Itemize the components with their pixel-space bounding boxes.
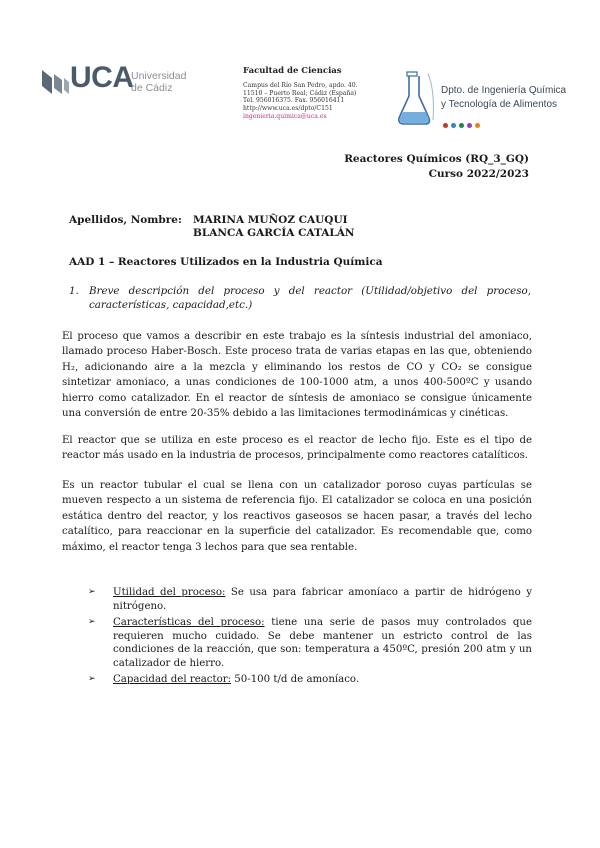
paragraph: El proceso que vamos a describir en este trabajo es la síntesis industrial del amoniaco, llamado proceso Haber-Bosch. Este proceso trata de varias etapas en las que, obteniendo H₂, adicionando aire a la mezcla y eliminando los restos de CO y CO₂ se consigue sintetizar amoniaco, a unas condiciones de 100-1000 atm, a unos 400-500ºC y usando hierro como catalizador. En el reactor de síntesis de amoniaco se consigue únicamente una conversión de entre 20-35% debido a las limitaciones termodinámicas y cinéticas.: [62, 331, 532, 420]
author-name: BLANCA GARCÍA CATALÁN: [193, 227, 355, 239]
assignment-title: AAD 1 – Reactores Utilizados en la Industria Química: [69, 256, 383, 268]
dept-dot-icon: [459, 123, 464, 128]
flask-logo-icon: [395, 70, 440, 130]
university-logo-text: UCA: [70, 61, 134, 94]
faculty-title: Facultad de Ciencias: [243, 66, 342, 76]
bullet-text: tiene una serie de pasos muy controlados que requieren mucho cuidado. Se debe mantener un estricto control de las condiciones de la reacción, que son: temperatura a 450ºC, presión 200 atm y un catalizador de hierro.: [113, 617, 532, 669]
dept-dot-icon: [475, 123, 480, 128]
bullet-item: [88, 586, 532, 613]
authors-names: [193, 214, 355, 240]
dept-dot-icon: [467, 123, 472, 128]
bullet-text: 50-100 t/d de amoníaco.: [231, 674, 360, 685]
dept-dot-icon: [443, 123, 448, 128]
question-number: 1.: [69, 285, 79, 297]
bullet-item: [88, 673, 532, 687]
authors-label: Apellidos, Nombre:: [69, 214, 182, 226]
paragraph: El reactor que se utiliza en este proceso es el reactor de lecho fijo. Este es el tipo de reactor más usado en la industria de procesos, principalmente como reactores catalíticos.: [62, 435, 532, 462]
dept-dot-icon: [451, 123, 456, 128]
university-name: Universidad de Cádiz: [131, 70, 187, 94]
course-subject: Reactores Químicos (RQ_3_GQ): [344, 153, 529, 165]
bullet-text: Se usa para fabricar amoníaco a partir de hidrógeno y nitrógeno.: [113, 587, 532, 612]
course-info: [344, 152, 529, 182]
uca-emblem-icon: [40, 64, 70, 98]
arrow-bullet-icon: ➢: [88, 587, 96, 597]
department-name: Dpto. de Ingeniería Química y Tecnología de Alimentos: [441, 85, 567, 110]
bullet-label: Características del proceso:: [113, 617, 265, 628]
question: [69, 284, 531, 312]
bullet-label: Capacidad del reactor:: [113, 674, 232, 685]
author-name: MARINA MUÑOZ CAUQUI: [193, 214, 348, 226]
question-text: Breve descripción del proceso y del reactor (Utilidad/objetivo del proceso, características, capacidad,etc.): [89, 285, 531, 311]
arrow-bullet-icon: ➢: [88, 617, 96, 627]
arrow-bullet-icon: ➢: [88, 674, 96, 684]
bullet-item: [88, 616, 532, 670]
bullet-label: Utilidad del proceso:: [113, 587, 226, 598]
faculty-contact: Campus del Río San Pedro, apdo. 40. 11510 – Puerto Real; Cádiz (España) Tel. 956016375. Fax. 956016411 http://www.uca.es/dpto/C151 ingenieria.quimica@uca.es: [243, 82, 358, 120]
paragraph: Es un reactor tubular el cual se llena con un catalizador poroso cuyas partículas se mueven respecto a un sistema de referencia fijo. El catalizador se coloca en una posición estática dentro del reactor, y los reactivos gaseosos se hacen pasar, a través del lecho catalítico, para reaccionar en la superficie del catalizador. Es recomendable que, como máximo, el reactor tenga 3 lechos para que sea rentable.: [62, 480, 532, 553]
course-year: Curso 2022/2023: [428, 168, 529, 180]
